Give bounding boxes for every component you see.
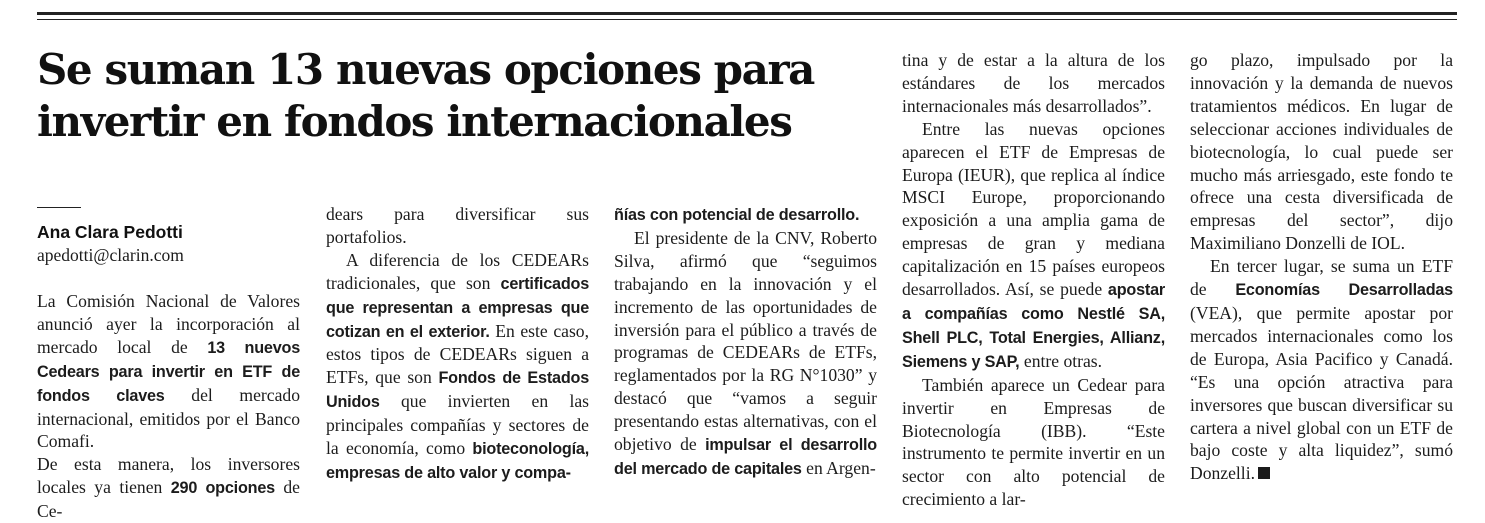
- bold-text-run: 290 opciones: [170, 479, 275, 498]
- text-run: La Comisión Nacional de Valores anunció ayer la incorporación al mercado local de: [37, 291, 300, 357]
- top-rule-thick: [37, 12, 1457, 15]
- bold-text-run: 13 nuevos Cedears para invertir en ETF de fondos claves: [37, 338, 300, 405]
- text-run: (VEA), que permite apostar por mercados internacionales como los de Europa, Asia Pacifico y Canadá. “Es una opción atractiva para inversores que buscan diversificar su cartera a nivel global con un ETF de bajo coste y alta liquidez”, sumó Donzelli.: [1190, 302, 1453, 484]
- paragraph: [326, 203, 589, 249]
- headline: Se suman 13 nuevas opciones para invertir en fondos internacionales: [37, 45, 814, 146]
- paragraph: [614, 227, 877, 481]
- text-run: También aparece un Cedear para invertir en Empresas de Biotecnología (IBB). “Este instrumento te permite invertir en un sector con alto potencial de crecimiento a lar-: [902, 374, 1165, 510]
- text-run: de Ce-: [37, 477, 300, 522]
- author-email: apedotti@clarin.com: [37, 245, 184, 265]
- text-run: Entre las nuevas opciones aparecen el ETF de Empresas de Europa (IEUR), que replica al índice MSCI Europe, proporcionando exposición a una amplia gama de empresas de gran y mediana capitalización en 15 países europeos desarrollados. Así, se puede: [902, 118, 1165, 300]
- text-run: En este caso, estos tipos de CEDEARs siguen a ETFs, que son: [326, 320, 589, 388]
- text-run: De esta manera, los inversores locales ya tienen: [37, 454, 300, 498]
- text-run: go plazo, impulsado por la innovación y la demanda de nuevos tratamientos médicos. En lugar de seleccionar acciones individuales de biotecnología, lo cual puede ser mucho más arriesgado, este fondo te ofrece una cesta diversificada de empresas del sector”, dijo Maximiliano Donzelli de IOL.: [1190, 50, 1453, 254]
- text-run: En tercer lugar, se suma un ETF de: [1190, 256, 1453, 300]
- text-run: del mercado internacional, emitidos por el Banco Comafi.: [37, 384, 301, 452]
- paragraph: [1190, 49, 1453, 255]
- paragraph: [614, 203, 877, 227]
- paragraph: [1190, 255, 1453, 485]
- bold-text-run: impulsar el desarrollo del mercado de capitales: [614, 436, 877, 478]
- text-run: El presidente de la CNV, Roberto Silva, afirmó que “seguimos trabajando en la innovación y el incremento de las oportunidades de inversión para el público a través de programas de CEDEARs de ETFs, reglamentados por la RG N°1030” y destacó que “vamos a seguir presentando estas alternativas, con el objetivo de: [614, 227, 877, 455]
- paragraph: [37, 453, 300, 523]
- article-column-3: [614, 203, 877, 481]
- text-run: en Argen-: [801, 457, 876, 478]
- text-run: tina y de estar a la altura de los estándares de los mercados internacionales más desarrollados”.: [902, 50, 1165, 116]
- bold-text-run: apostar a compañías como Nestlé SA, Shell PLC, Total Energies, Allianz, Siemens y SAP,: [902, 281, 1165, 371]
- end-of-article-mark: [1258, 467, 1270, 479]
- bold-text-run: Economías Desarrolladas: [1235, 281, 1453, 300]
- article-column-4: [902, 49, 1165, 511]
- text-run: A diferencia de los CEDEARs tradicionales, que son: [326, 249, 589, 293]
- bold-text-run: certificados que representan a empresas que cotizan en el exterior.: [326, 274, 589, 341]
- text-run: entre otras.: [1019, 350, 1103, 371]
- paragraph: [37, 290, 300, 453]
- article-column-2: [326, 203, 589, 485]
- paragraph: [902, 49, 1165, 118]
- bold-text-run: bioteconología, empresas de alto valor y compa-: [326, 440, 589, 482]
- article-column-5: [1190, 49, 1453, 485]
- paragraph: [902, 118, 1165, 374]
- bold-text-run: Fondos de Estados Unidos: [326, 369, 589, 412]
- byline-rule: [37, 207, 81, 208]
- article-column-1: [37, 290, 300, 523]
- bold-text-run: ñías con potencial de desarrollo.: [614, 206, 860, 224]
- text-run: que invierten en las principales compañías y sectores de la economía, como: [326, 391, 589, 459]
- paragraph: [326, 249, 589, 485]
- text-run: dears para diversificar sus portafolios.: [326, 204, 589, 247]
- top-rule-thin: [37, 19, 1457, 20]
- author-name: Ana Clara Pedotti: [37, 222, 183, 242]
